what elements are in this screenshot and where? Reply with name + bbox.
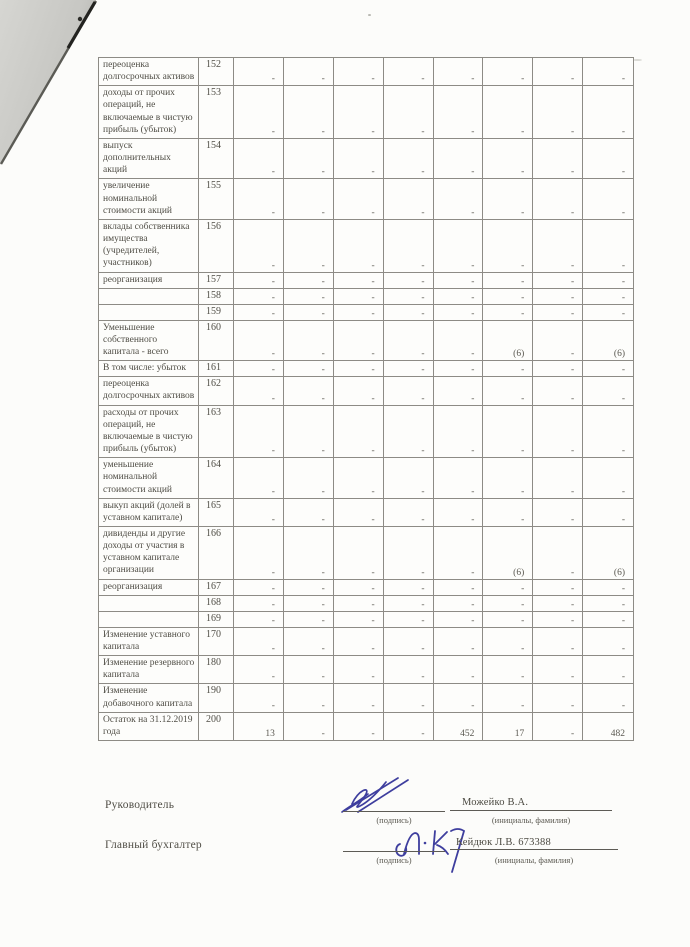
value-cell: - (533, 499, 583, 526)
value-cell: - (434, 656, 484, 683)
value-cell: - (621, 126, 625, 137)
value-cell: - (483, 305, 533, 320)
value-cell: - (533, 377, 583, 404)
value-cell: - (621, 515, 625, 525)
value-cell: - (384, 596, 434, 611)
value-cell: - (384, 628, 434, 655)
row-code: 161 (199, 361, 234, 376)
value-cell: - (284, 179, 334, 218)
value-cell: - (483, 596, 533, 611)
value-cell: - (483, 361, 533, 376)
row-code: 190 (199, 684, 234, 711)
value-cell: - (334, 612, 384, 627)
value-cell: - (234, 499, 284, 526)
value-cell: - (621, 167, 625, 178)
value-cell: - (334, 58, 384, 85)
value-cell: - (234, 458, 284, 497)
value-cell: - (533, 305, 583, 320)
value-cell: - (533, 220, 583, 272)
value-cell: - (284, 596, 334, 611)
value-cell: - (621, 446, 625, 457)
value-cell: - (434, 86, 484, 138)
row-code: 162 (199, 377, 234, 404)
value-cell: - (384, 458, 434, 497)
value-cell: - (334, 139, 384, 178)
value-cell: - (234, 58, 284, 85)
value-cell: (6) (483, 321, 533, 360)
value-cell: - (284, 58, 334, 85)
value-cell: - (434, 684, 484, 711)
value-cell: - (434, 527, 484, 579)
row-label: реорганизация (99, 580, 199, 595)
value-cell: - (334, 656, 384, 683)
value-cell: - (384, 713, 434, 740)
row-code: 166 (199, 527, 234, 579)
value-cell: - (284, 321, 334, 360)
row-label: уменьшение номинальной стоимости акций (99, 458, 199, 497)
row-code: 160 (199, 321, 234, 360)
row-code: 165 (199, 499, 234, 526)
value-cell: - (483, 86, 533, 138)
value-cell: - (434, 139, 484, 178)
value-cell: - (234, 361, 284, 376)
value-cell: - (533, 612, 583, 627)
value-cell: - (621, 700, 625, 711)
row-code: 168 (199, 596, 234, 611)
value-cell: - (334, 628, 384, 655)
row-label: увеличение номинальной стоимости акций (99, 179, 199, 218)
row-label: доходы от прочих операций, не включаемые в чистую прибыль (убыток) (99, 86, 199, 138)
value-cell: - (384, 273, 434, 288)
director-name-line (450, 793, 612, 811)
value-cell: - (384, 58, 434, 85)
value-cell: - (284, 713, 334, 740)
row-code: 157 (199, 273, 234, 288)
value-cell: - (483, 406, 533, 458)
value-cell: 17 (483, 713, 533, 740)
value-cell: - (334, 305, 384, 320)
value-cell: - (483, 656, 533, 683)
accountant-role-label: Главный бухгалтер (105, 839, 202, 851)
value-cell: - (384, 499, 434, 526)
value-cell: - (533, 713, 583, 740)
value-cell: - (234, 86, 284, 138)
accountant-sign-caption: (подпись) (376, 855, 412, 865)
value-cell: - (284, 86, 334, 138)
row-code: 163 (199, 406, 234, 458)
value-cell: - (483, 458, 533, 497)
row-label: Уменьшение собственного капитала - всего (99, 321, 199, 360)
value-cell: - (234, 612, 284, 627)
value-cell: - (334, 713, 384, 740)
value-cell: - (434, 458, 484, 497)
row-code: 164 (199, 458, 234, 497)
row-code: 158 (199, 289, 234, 304)
value-cell: - (621, 260, 625, 271)
value-cell: - (334, 527, 384, 579)
row-code: 154 (199, 139, 234, 178)
value-cell: - (334, 499, 384, 526)
value-cell: - (384, 656, 434, 683)
value-cell: - (384, 406, 434, 458)
accountant-name-caption: (инициалы, фамилия) (494, 855, 574, 865)
value-cell: - (621, 644, 625, 655)
value-cell: - (384, 305, 434, 320)
row-label: Изменение резервного капитала (99, 656, 199, 683)
value-cell: - (434, 612, 484, 627)
value-cell: - (234, 596, 284, 611)
row-label: В том числе: убыток (99, 361, 199, 376)
row-label: переоценка долгосрочных активов (99, 377, 199, 404)
value-cell: - (384, 220, 434, 272)
value-cell: - (284, 499, 334, 526)
value-cell: - (234, 656, 284, 683)
row-label: вклады собственника имущества (учредителей, участников) (99, 220, 199, 272)
value-cell: - (384, 139, 434, 178)
value-cell: - (483, 273, 533, 288)
value-cell: - (483, 684, 533, 711)
value-cell: - (483, 612, 533, 627)
accountant-name-line (450, 833, 618, 850)
value-cell: - (483, 179, 533, 218)
value-cell: - (234, 580, 284, 595)
value-cell: - (234, 289, 284, 304)
row-label: расходы от прочих операций, не включаемые в чистую прибыль (убыток) (99, 406, 199, 458)
value-cell: - (434, 289, 484, 304)
value-cell: - (234, 406, 284, 458)
value-cell: - (334, 289, 384, 304)
value-cell: - (621, 393, 625, 404)
value-cell: - (434, 580, 484, 595)
value-cell: - (234, 220, 284, 272)
value-cell: - (284, 628, 334, 655)
value-cell: - (284, 377, 334, 404)
value-cell: - (483, 580, 533, 595)
value-cell: - (483, 628, 533, 655)
value-cell: - (533, 361, 583, 376)
value-cell: - (234, 321, 284, 360)
row-label: реорганизация (99, 273, 199, 288)
value-cell: - (621, 672, 625, 683)
value-cell: - (384, 684, 434, 711)
director-sign-line (343, 793, 445, 812)
value-cell: - (483, 220, 533, 272)
value-cell: - (434, 406, 484, 458)
value-cell: - (334, 684, 384, 711)
row-label: переоценка долгосрочных активов (99, 58, 199, 85)
value-cell: - (434, 361, 484, 376)
row-code: 200 (199, 713, 234, 740)
value-cell: - (434, 377, 484, 404)
row-label: Изменение добавочного капитала (99, 684, 199, 711)
value-cell: - (384, 612, 434, 627)
value-cell: - (621, 615, 625, 626)
value-cell: - (284, 527, 334, 579)
value-cell: - (533, 139, 583, 178)
row-label: выпуск дополнительных акций (99, 139, 199, 178)
director-name-caption: (инициалы, фамилия) (491, 815, 571, 825)
value-cell: - (284, 305, 334, 320)
value-cell: - (284, 139, 334, 178)
value-cell: - (621, 365, 625, 376)
value-cell: - (434, 179, 484, 218)
value-cell: - (533, 406, 583, 458)
value-cell: (6) (613, 567, 625, 578)
value-cell: - (483, 58, 533, 85)
row-label: выкуп акций (долей в уставном капитале) (99, 499, 199, 526)
row-code: 152 (199, 58, 234, 85)
value-cell: - (434, 58, 484, 85)
value-cell: - (284, 220, 334, 272)
value-cell: - (384, 527, 434, 579)
value-cell: - (334, 361, 384, 376)
accountant-name: Кейдюк Л.В. 673388 (456, 837, 551, 848)
value-cell: 482 (610, 729, 625, 740)
value-cell: - (483, 289, 533, 304)
row-code: 180 (199, 656, 234, 683)
value-cell: - (284, 406, 334, 458)
row-code: 170 (199, 628, 234, 655)
value-cell: - (533, 86, 583, 138)
value-cell: (6) (483, 527, 533, 579)
value-cell: - (284, 612, 334, 627)
director-sign-caption: (подпись) (376, 815, 412, 825)
value-cell: - (533, 580, 583, 595)
value-cell: - (533, 273, 583, 288)
value-cell: - (384, 179, 434, 218)
value-cell: - (533, 289, 583, 304)
value-cell: - (334, 596, 384, 611)
value-cell: - (284, 656, 334, 683)
row-code: 167 (199, 580, 234, 595)
value-cell: - (434, 273, 484, 288)
value-cell: - (384, 86, 434, 138)
row-code: 156 (199, 220, 234, 272)
value-cell: - (334, 580, 384, 595)
value-cell: - (434, 499, 484, 526)
value-cell: - (234, 273, 284, 288)
value-cell: - (434, 305, 484, 320)
value-cell: - (284, 289, 334, 304)
value-cell: - (533, 179, 583, 218)
value-cell: - (533, 321, 583, 360)
value-cell: - (234, 377, 284, 404)
director-name: Можейко В.А. (462, 797, 529, 808)
value-cell: - (334, 273, 384, 288)
value-cell: - (334, 321, 384, 360)
row-label: Изменение уставного капитала (99, 628, 199, 655)
value-cell: - (384, 289, 434, 304)
row-code: 155 (199, 179, 234, 218)
value-cell: - (234, 179, 284, 218)
value-cell: 452 (434, 713, 484, 740)
value-cell: - (621, 599, 625, 610)
row-code: 169 (199, 612, 234, 627)
value-cell: - (533, 58, 583, 85)
value-cell: - (483, 139, 533, 178)
director-role-label: Руководитель (105, 799, 175, 811)
value-cell: - (384, 580, 434, 595)
value-cell: - (384, 361, 434, 376)
value-cell: - (334, 458, 384, 497)
value-cell: - (621, 74, 625, 85)
value-cell: - (483, 499, 533, 526)
value-cell: - (533, 596, 583, 611)
value-cell: - (621, 583, 625, 594)
value-cell: - (621, 276, 625, 287)
value-cell: - (234, 527, 284, 579)
value-cell: (6) (613, 349, 625, 360)
value-cell: - (533, 527, 583, 579)
value-cell: - (334, 406, 384, 458)
value-cell: - (434, 321, 484, 360)
value-cell: 13 (234, 713, 284, 740)
accountant-sign-line (343, 833, 445, 852)
value-cell: - (384, 377, 434, 404)
value-cell: - (621, 308, 625, 319)
value-cell: - (284, 458, 334, 497)
row-label: Остаток на 31.12.2019 года (99, 713, 199, 740)
value-cell: - (434, 220, 484, 272)
value-cell: - (434, 596, 484, 611)
row-label: дивиденды и другие доходы от участия в уставном капитале организации (99, 527, 199, 579)
value-cell: - (483, 377, 533, 404)
row-code: 159 (199, 305, 234, 320)
value-cell: - (533, 684, 583, 711)
value-cell: - (234, 139, 284, 178)
value-cell: - (533, 628, 583, 655)
value-cell: - (284, 361, 334, 376)
value-cell: - (621, 207, 625, 218)
value-cell: - (434, 628, 484, 655)
value-cell: - (384, 321, 434, 360)
value-cell: - (234, 305, 284, 320)
value-cell: - (284, 684, 334, 711)
value-cell: - (334, 220, 384, 272)
value-cell: - (533, 656, 583, 683)
value-cell: - (284, 273, 334, 288)
value-cell: - (234, 684, 284, 711)
value-cell: - (234, 628, 284, 655)
value-cell: - (621, 292, 625, 303)
value-cell: - (334, 86, 384, 138)
value-cell: - (533, 458, 583, 497)
value-cell: - (334, 179, 384, 218)
value-cell: - (621, 486, 625, 497)
value-cell: - (334, 377, 384, 404)
value-cell: - (284, 580, 334, 595)
row-code: 153 (199, 86, 234, 138)
